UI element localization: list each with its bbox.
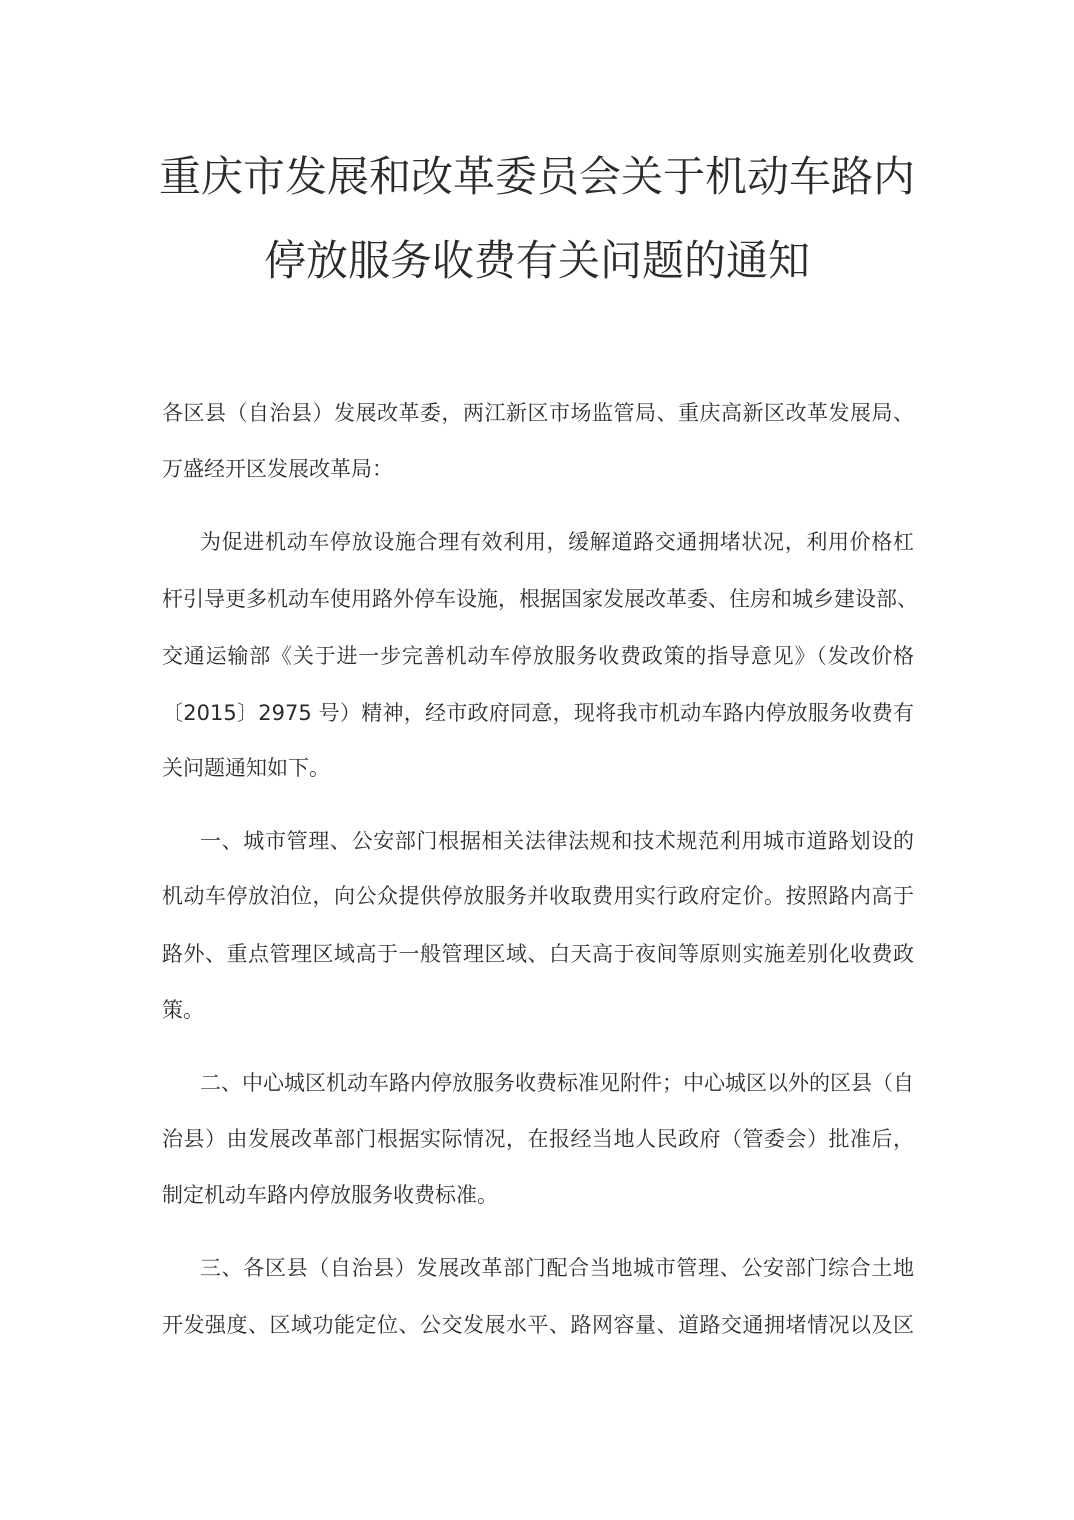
paragraph-2-line-4: 策。: [162, 998, 204, 1022]
paragraph-1-line-4: 〔2015〕2975 号）精神，经市政府同意，现将我市机动车路内停放服务收费有: [162, 701, 914, 725]
paragraph-1-line-1: 为促进机动车停放设施合理有效利用，缓解道路交通拥堵状况，利用价格杠: [200, 530, 914, 554]
paragraph-3-line-2: 治县）由发展改革部门根据实际情况，在报经当地人民政府（管委会）批准后，: [162, 1127, 914, 1151]
paragraph-4-line-1: 三、各区县（自治县）发展改革部门配合当地城市管理、公安部门综合土地: [200, 1256, 914, 1280]
paragraph-1-line-2: 杆引导更多机动车使用路外停车设施，根据国家发展改革委、住房和城乡建设部、: [162, 587, 918, 611]
paragraph-4-line-2: 开发强度、区域功能定位、公交发展水平、路网容量、道路交通拥堵情况以及区: [162, 1313, 914, 1337]
paragraph-2-line-3: 路外、重点管理区域高于一般管理区域、白天高于夜间等原则实施差别化收费政: [162, 942, 914, 966]
paragraph-3-line-3: 制定机动车路内停放服务收费标准。: [162, 1183, 498, 1207]
document-title-line-2: 停放服务收费有关问题的通知: [263, 236, 810, 285]
paragraph-2-line-1: 一、城市管理、公安部门根据相关法律法规和技术规范利用城市道路划设的: [200, 829, 914, 853]
paragraph-1-line-3: 交通运输部《关于进一步完善机动车停放服务收费政策的指导意见》（发改价格: [162, 644, 914, 668]
paragraph-1-line-5: 关问题通知如下。: [162, 756, 330, 780]
paragraph-3-line-1: 二、中心城区机动车路内停放服务收费标准见附件；中心城区以外的区县（自: [200, 1071, 914, 1095]
document-title-line-1: 重庆市发展和改革委员会关于机动车路内: [158, 152, 915, 201]
addressee-line-2: 万盛经开区发展改革局：: [162, 457, 393, 481]
addressee-line-1: 各区县（自治县）发展改革委，两江新区市场监管局、重庆高新区改革发展局、: [162, 401, 914, 425]
paragraph-2-line-2: 机动车停放泊位，向公众提供停放服务并收取费用实行政府定价。按照路内高于: [162, 884, 914, 908]
